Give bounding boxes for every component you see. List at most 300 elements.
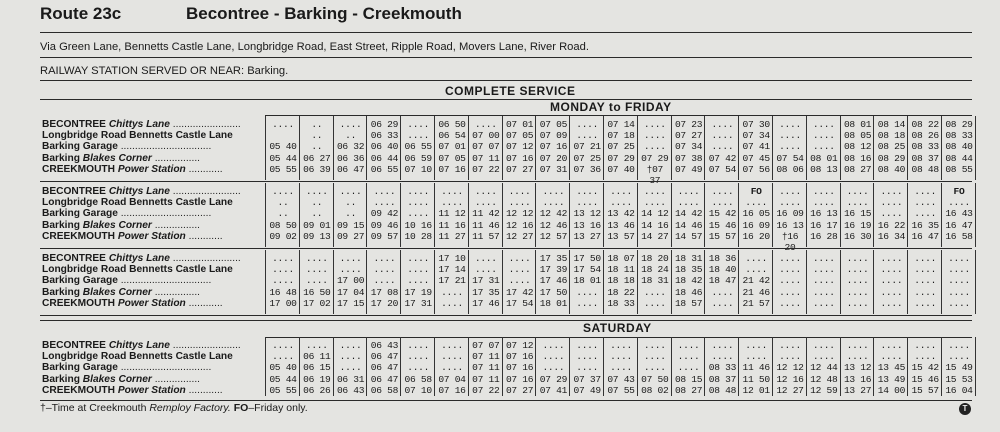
time-cell: 14 57 (674, 230, 703, 242)
time-cell: .... (914, 297, 937, 309)
time-cell: .. (311, 197, 323, 209)
time-cell: 08 06 (776, 163, 804, 175)
time-cell: 16 13 (810, 208, 838, 220)
time-cell: 17 35 (472, 286, 500, 298)
time-cell: 07 11 (472, 351, 500, 363)
time-cell: 08 01 (810, 152, 838, 164)
time-cell: 08 22 (911, 119, 939, 130)
stop-leader: ............ (188, 297, 223, 309)
monday-friday-heading: MONDAY to FRIDAY (550, 100, 672, 114)
stop-label (42, 141, 211, 152)
time-cell: 09 02 (269, 230, 297, 242)
time-cell: 15 42 (911, 362, 939, 374)
stop-leader: ................................ (120, 208, 212, 220)
time-cell: .... (745, 351, 768, 363)
stop-subname: Chittys Lane (108, 340, 170, 351)
time-cell: 16 20 (742, 230, 770, 242)
stop-name: CREEKMOUTH (42, 297, 116, 309)
divider (40, 57, 972, 58)
time-cell: 16 09 (742, 219, 770, 231)
stop-leader: ................ (154, 373, 201, 385)
stop-name: Barking (42, 152, 80, 164)
time-cell: .... (846, 297, 869, 309)
time-cell: .... (643, 141, 666, 153)
time-cell: 16 15 (843, 208, 872, 220)
time-cell: .... (441, 297, 463, 309)
time-cell: 12 57 (539, 230, 568, 242)
time-cell: 18 22 (607, 286, 635, 298)
divider (265, 337, 972, 338)
time-cell: 12 16 (505, 219, 534, 231)
time-cell: .... (779, 275, 801, 287)
time-cell: .. (345, 208, 357, 220)
time-cell: 18 31 (674, 253, 703, 264)
time-cell: 18 18 (607, 275, 635, 287)
time-cell: 08 26 (911, 130, 939, 142)
column-rule (265, 183, 266, 247)
time-cell: .... (846, 253, 869, 264)
time-cell: .... (441, 186, 463, 197)
stop-label (42, 208, 211, 219)
time-cell: 06 47 (370, 362, 399, 374)
time-cell: 07 42 (708, 152, 737, 164)
time-cell: .... (914, 351, 937, 363)
time-cell: 09 01 (303, 219, 331, 231)
stop-leader: ................................ (120, 275, 212, 287)
time-cell: 07 41 (742, 141, 770, 153)
stop-label (42, 253, 241, 264)
time-cell: .... (745, 253, 768, 264)
time-cell: .... (272, 186, 294, 197)
time-cell: .... (576, 197, 599, 209)
time-cell: .... (576, 186, 599, 197)
time-cell: .... (407, 351, 430, 363)
time-cell: 05 40 (269, 362, 297, 374)
time-cell: 07 05 (539, 119, 568, 130)
time-cell: 06 55 (370, 163, 399, 175)
time-cell: .... (339, 264, 362, 276)
time-cell: 17 20 (370, 297, 399, 309)
time-cell: .... (339, 186, 362, 197)
time-cell: .... (711, 119, 734, 130)
time-cell: .... (373, 275, 396, 287)
time-cell: .... (576, 286, 599, 298)
time-cell: .... (948, 297, 970, 309)
time-cell: .... (880, 208, 903, 220)
time-cell: 16 50 (303, 286, 331, 298)
time-cell: 07 34 (674, 141, 703, 153)
time-cell: 15 42 (708, 208, 737, 220)
time-cell: .... (610, 197, 632, 209)
time-cell: 06 47 (370, 351, 399, 363)
time-cell: 15 53 (945, 373, 973, 385)
stop-label (42, 186, 241, 197)
time-cell: 18 40 (708, 264, 737, 276)
time-cell: 08 25 (877, 141, 906, 153)
time-cell: 07 27 (674, 130, 703, 142)
time-cell: 11 42 (472, 208, 500, 220)
time-cell: 16 35 (911, 219, 939, 231)
time-cell: 08 44 (945, 152, 973, 164)
block-divider (40, 181, 972, 182)
time-cell: 07 23 (674, 119, 703, 130)
time-cell: 07 55 (607, 384, 635, 396)
time-cell: 18 46 (674, 286, 703, 298)
time-cell: 08 27 (674, 384, 703, 396)
time-cell: 07 16 (505, 351, 534, 363)
stop-label (42, 385, 223, 396)
time-cell: 12 27 (505, 230, 534, 242)
time-cell: 14 27 (641, 230, 669, 242)
time-cell: 09 42 (370, 208, 399, 220)
divider (265, 115, 972, 116)
time-cell: 06 27 (303, 152, 331, 164)
time-cell: .... (812, 119, 835, 130)
stop-subname: Blakes Corner (82, 286, 152, 298)
time-cell: 16 05 (742, 208, 770, 220)
stop-name: CREEKMOUTH (42, 230, 116, 242)
time-cell: 08 50 (269, 219, 297, 231)
stop-subname: Power Station (117, 384, 186, 396)
time-cell: 17 35 (539, 253, 568, 264)
time-cell: .... (812, 264, 835, 276)
time-cell: 06 19 (303, 373, 331, 385)
stop-label (42, 264, 233, 275)
time-cell: .... (474, 119, 497, 130)
time-cell: 08 33 (945, 130, 973, 142)
time-cell: 13 42 (607, 208, 635, 220)
stop-leader: ........................ (172, 340, 241, 351)
time-cell: .... (272, 253, 294, 264)
time-cell: .... (305, 264, 328, 276)
time-cell: 07 16 (505, 373, 534, 385)
time-cell: 07 11 (472, 152, 500, 164)
time-cell: 17 31 (404, 297, 432, 309)
time-cell: 18 20 (641, 253, 669, 264)
time-cell: 06 58 (370, 384, 399, 396)
time-cell: 18 33 (607, 297, 635, 309)
time-cell: 18 11 (607, 264, 635, 276)
stop-name: Barking (42, 373, 80, 385)
time-cell: .... (407, 119, 430, 130)
time-cell: .... (779, 130, 801, 142)
time-cell: 07 16 (438, 163, 466, 175)
stop-subname: Chittys Lane (108, 186, 170, 197)
time-cell: 08 48 (911, 163, 939, 175)
time-cell: .. (345, 197, 357, 209)
stop-label (42, 340, 241, 351)
time-cell: 07 07 (472, 141, 500, 153)
time-cell: .... (745, 264, 768, 276)
stop-label (42, 231, 223, 242)
stop-leader: ........................ (172, 253, 241, 264)
time-cell: 06 29 (370, 119, 399, 130)
time-cell: 12 01 (742, 384, 770, 396)
time-cell: 07 07 (472, 340, 500, 351)
time-cell: .... (643, 286, 666, 298)
time-cell: 12 48 (810, 373, 838, 385)
time-cell: .... (339, 340, 362, 351)
time-cell: 08 14 (877, 119, 906, 130)
time-cell: .... (812, 340, 835, 351)
column-rule (265, 337, 266, 396)
time-cell: .... (305, 253, 328, 264)
time-cell: .... (643, 362, 666, 374)
time-cell: 06 43 (370, 340, 399, 351)
time-cell: .. (345, 130, 357, 142)
time-cell: .... (542, 197, 565, 209)
stop-leader: ............ (188, 163, 223, 175)
time-cell: 17 10 (438, 253, 466, 264)
time-cell: 08 37 (911, 152, 939, 164)
time-cell: 16 22 (877, 219, 906, 231)
route-title: Becontree - Barking - Creekmouth (186, 4, 462, 23)
stop-name: BECONTREE (42, 253, 106, 264)
time-cell: .... (643, 119, 666, 130)
time-cell: 07 12 (505, 141, 534, 153)
time-cell: .... (272, 119, 294, 130)
time-cell: .... (407, 253, 430, 264)
time-cell: 12 46 (539, 219, 568, 231)
time-cell: 18 57 (674, 297, 703, 309)
time-cell: 05 55 (269, 384, 297, 396)
time-cell: .... (339, 351, 362, 363)
route-number: Route 23c (40, 4, 122, 23)
time-cell: .. (311, 119, 323, 130)
time-cell: 07 27 (505, 163, 534, 175)
time-cell: 16 43 (945, 208, 973, 220)
time-cell: 08 33 (911, 141, 939, 153)
time-cell: .... (407, 264, 430, 276)
time-cell: 17 46 (539, 275, 568, 287)
time-cell: .. (311, 130, 323, 142)
time-cell: 08 18 (877, 130, 906, 142)
time-cell: .... (474, 197, 497, 209)
time-cell: 07 54 (776, 152, 804, 164)
time-cell: 07 45 (742, 152, 770, 164)
time-cell: .... (508, 275, 531, 287)
time-cell: 07 49 (674, 163, 703, 175)
footnote-fo-text: –Friday only. (248, 402, 308, 414)
time-cell: 17 04 (336, 286, 365, 298)
time-cell: .... (474, 264, 497, 276)
time-cell: 17 54 (573, 264, 601, 276)
time-cell: 16 47 (945, 219, 973, 231)
time-cell: 07 05 (438, 152, 466, 164)
time-cell: 07 49 (573, 384, 601, 396)
time-cell: 06 33 (370, 130, 399, 142)
column-rule (265, 250, 266, 314)
time-cell: .... (745, 197, 768, 209)
time-cell: .... (407, 340, 430, 351)
time-cell: .... (914, 208, 937, 220)
time-cell: .... (948, 351, 970, 363)
stop-label (42, 119, 241, 130)
time-cell: 08 13 (810, 163, 838, 175)
time-cell: .... (407, 362, 430, 374)
time-cell: .... (914, 286, 937, 298)
stop-label (42, 220, 200, 231)
time-cell: .... (272, 264, 294, 276)
time-cell: 12 59 (810, 384, 838, 396)
time-cell: .... (272, 351, 294, 363)
time-cell: .... (948, 275, 970, 287)
time-cell: .... (914, 253, 937, 264)
time-cell: .... (305, 340, 328, 351)
time-cell: 18 35 (674, 264, 703, 276)
time-cell: .... (880, 351, 903, 363)
time-cell: .... (880, 197, 903, 209)
time-cell: 13 46 (607, 219, 635, 231)
time-cell: 16 58 (945, 230, 973, 242)
time-cell: 15 46 (911, 373, 939, 385)
time-cell: 06 44 (370, 152, 399, 164)
time-cell: .... (812, 351, 835, 363)
time-cell: 07 38 (674, 152, 703, 164)
time-cell: .... (542, 340, 565, 351)
time-cell: .... (846, 275, 869, 287)
time-cell: 18 01 (539, 297, 568, 309)
time-cell: .... (812, 253, 835, 264)
time-cell: 17 14 (438, 264, 466, 276)
stop-name: Barking Garage (42, 275, 118, 287)
stop-label (42, 351, 233, 362)
time-cell: 08 01 (843, 119, 872, 130)
time-cell: .... (846, 340, 869, 351)
time-cell: 14 42 (674, 208, 703, 220)
block-divider (40, 315, 972, 316)
time-cell: 08 29 (877, 152, 906, 164)
time-cell: .... (373, 186, 396, 197)
stop-label (42, 287, 200, 298)
time-cell: .... (880, 186, 903, 197)
time-cell: 17 02 (303, 297, 331, 309)
block-divider (40, 248, 972, 249)
complete-service-heading: COMPLETE SERVICE (445, 84, 576, 98)
time-cell: .... (474, 253, 497, 264)
time-cell: 07 21 (573, 141, 601, 153)
time-cell: 06 11 (303, 351, 331, 363)
time-cell: 07 05 (505, 130, 534, 142)
stop-leader: ........................ (172, 186, 241, 197)
stop-label (42, 164, 223, 175)
time-cell: .... (373, 253, 396, 264)
time-cell: 07 41 (539, 384, 568, 396)
time-cell: 16 09 (776, 208, 804, 220)
time-cell: 09 57 (370, 230, 399, 242)
time-cell: 08 55 (945, 163, 973, 175)
time-cell: .... (812, 197, 835, 209)
stop-label (42, 275, 211, 286)
stop-name: Barking (42, 219, 80, 231)
time-cell: .... (508, 264, 531, 276)
time-cell: 10 16 (404, 219, 432, 231)
time-cell: .... (610, 351, 632, 363)
time-cell: 07 31 (539, 163, 568, 175)
time-cell: FO (953, 186, 965, 197)
stop-subname: Blakes Corner (82, 152, 152, 164)
stop-name: Longbridge Road Bennetts Castle Lane (42, 197, 233, 209)
time-cell: 13 49 (877, 373, 906, 385)
time-cell: FO (750, 186, 762, 197)
stop-label (42, 130, 233, 141)
time-cell: 21 46 (742, 286, 770, 298)
stop-subname: Blakes Corner (82, 219, 152, 231)
time-cell: .. (277, 208, 289, 220)
time-cell: 18 42 (674, 275, 703, 287)
time-cell: 17 21 (438, 275, 466, 287)
time-cell: .... (441, 286, 463, 298)
time-cell: 05 40 (269, 141, 297, 153)
time-cell: .... (711, 197, 734, 209)
time-cell: 12 12 (776, 362, 804, 374)
time-cell: 13 27 (573, 230, 601, 242)
time-cell: 16 19 (843, 219, 872, 231)
time-cell: .... (643, 340, 666, 351)
time-cell: .... (576, 351, 599, 363)
stop-name: Longbridge Road Bennetts Castle Lane (42, 130, 233, 142)
time-cell: 12 42 (539, 208, 568, 220)
time-cell: 07 04 (438, 373, 466, 385)
time-cell: 07 14 (607, 119, 635, 130)
time-cell: .... (812, 130, 835, 142)
footnote-fo: FO (233, 402, 249, 414)
time-cell: 18 01 (573, 275, 601, 287)
time-cell: .... (846, 197, 869, 209)
time-cell: .... (677, 362, 700, 374)
time-cell: .... (305, 275, 328, 287)
time-cell: 17 39 (539, 264, 568, 276)
time-cell: 16 34 (877, 230, 906, 242)
time-cell: 13 45 (877, 362, 906, 374)
time-cell: 13 12 (573, 208, 601, 220)
time-cell: .... (643, 130, 666, 142)
time-cell: 16 48 (269, 286, 297, 298)
time-cell: .... (508, 253, 531, 264)
time-cell: 07 40 (607, 163, 635, 175)
time-cell: 14 16 (641, 219, 669, 231)
time-cell: 12 16 (776, 373, 804, 385)
time-cell: 06 31 (336, 373, 365, 385)
time-cell: 07 29 (641, 152, 669, 164)
stop-label (42, 153, 200, 164)
time-cell: .... (846, 286, 869, 298)
time-cell: .... (610, 362, 632, 374)
time-cell: .... (779, 197, 801, 209)
time-cell: †07 37 (646, 163, 663, 186)
time-cell: 06 58 (404, 373, 432, 385)
time-cell: 08 40 (877, 163, 906, 175)
time-cell: .... (711, 297, 734, 309)
stop-name: Barking Garage (42, 208, 118, 220)
time-cell: 07 34 (742, 130, 770, 142)
time-cell: .... (914, 186, 937, 197)
time-cell: .... (948, 264, 970, 276)
time-cell: .... (576, 297, 599, 309)
time-cell: .... (779, 186, 801, 197)
time-cell: 07 16 (539, 141, 568, 153)
time-cell: .... (610, 340, 632, 351)
time-cell: .... (880, 340, 903, 351)
time-cell: 09 46 (370, 219, 399, 231)
time-cell: 16 28 (810, 230, 838, 242)
stop-subname: Blakes Corner (82, 373, 152, 385)
time-cell: .... (576, 340, 599, 351)
time-cell: .... (339, 253, 362, 264)
time-cell: .... (407, 130, 430, 142)
stop-name: Barking Garage (42, 362, 118, 374)
time-cell: .... (272, 340, 294, 351)
